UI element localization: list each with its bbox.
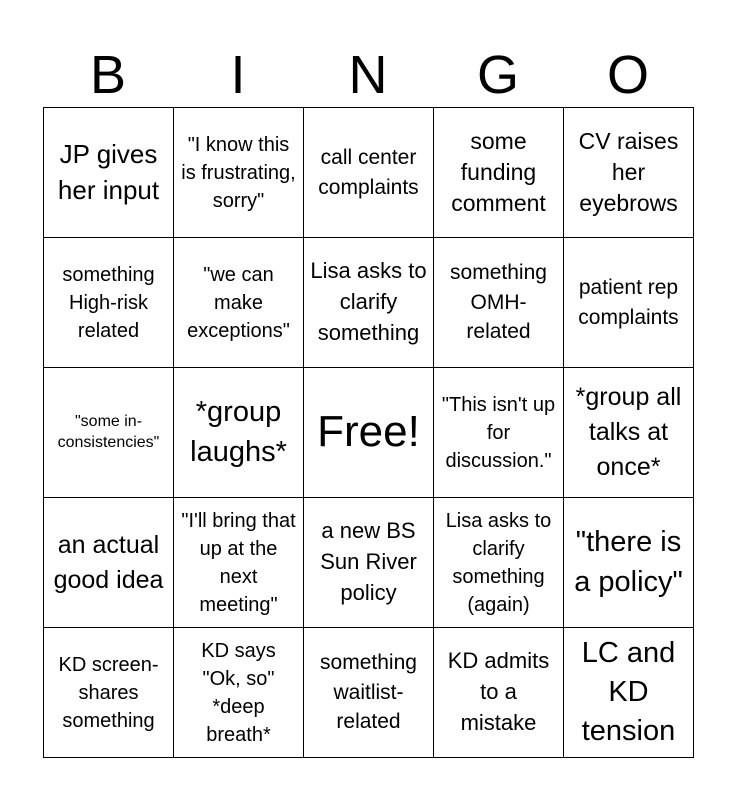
free-space-text: Free! [317, 407, 420, 457]
bingo-cell[interactable] [174, 628, 304, 758]
cell-text: Lisa asks to clarify something [310, 258, 427, 345]
bingo-cell[interactable] [434, 498, 564, 628]
cell-text: something OMH-related [450, 260, 547, 344]
cell-text: something High-risk related [62, 263, 155, 342]
bingo-cell[interactable] [434, 238, 564, 368]
bingo-cell[interactable] [174, 108, 304, 238]
bingo-cell[interactable] [564, 498, 694, 628]
cell-text: *group laughs* [190, 396, 287, 468]
bingo-cell[interactable] [434, 108, 564, 238]
cell-text: "This isn't up for discussion." [441, 393, 556, 472]
header-letter-n: N [348, 45, 388, 105]
cell-text: call center complaints [318, 145, 419, 199]
bingo-cell[interactable] [304, 628, 434, 758]
bingo-cell[interactable] [174, 368, 304, 498]
header-letter-b: B [89, 45, 127, 105]
bingo-cell[interactable] [44, 628, 174, 758]
cell-text: Lisa asks to clarify something (again) [445, 509, 552, 616]
bingo-header [43, 44, 693, 106]
cell-text: *group all talks at once* [575, 383, 682, 481]
bingo-cell[interactable] [304, 498, 434, 628]
cell-text: "I'll bring that up at the next meeting" [181, 509, 296, 616]
cell-text: KD says "Ok, so" *deep breath* [201, 639, 276, 746]
bingo-cell[interactable] [44, 498, 174, 628]
cell-text: "I know this is frustrating, sorry" [181, 133, 296, 212]
cell-text: an actual good idea [53, 530, 164, 594]
bingo-cell[interactable] [174, 498, 304, 628]
bingo-cell[interactable] [564, 108, 694, 238]
bingo-cell[interactable] [304, 238, 434, 368]
bingo-cell[interactable] [44, 108, 174, 238]
cell-text: "we can make exceptions" [187, 263, 290, 342]
header-letter-g: G [476, 45, 519, 105]
bingo-cell[interactable] [564, 628, 694, 758]
bingo-cell[interactable] [434, 628, 564, 758]
cell-text: "there is a policy" [574, 526, 683, 598]
cell-text: a new BS Sun River policy [320, 518, 417, 605]
free-space[interactable] [304, 368, 434, 498]
bingo-cell[interactable] [564, 238, 694, 368]
bingo-cell[interactable] [44, 238, 174, 368]
bingo-board [43, 107, 694, 758]
cell-text: some funding comment [451, 127, 546, 217]
cell-text: KD screen-shares something [58, 653, 159, 732]
cell-text: "some in-consistencies" [57, 412, 160, 451]
bingo-cell[interactable] [434, 368, 564, 498]
bingo-cell[interactable] [564, 368, 694, 498]
bingo-cell[interactable] [174, 238, 304, 368]
cell-text: patient rep complaints [578, 275, 679, 329]
bingo-cell[interactable] [304, 108, 434, 238]
cell-text: KD admits to a mistake [447, 648, 550, 735]
header-letter-i: I [230, 45, 246, 105]
cell-text: something waitlist-related [320, 650, 417, 734]
cell-text: JP gives her input [57, 138, 160, 205]
bingo-cell[interactable] [44, 368, 174, 498]
header-letter-o: O [606, 45, 649, 105]
cell-text: CV raises her eyebrows [578, 127, 679, 217]
cell-text: LC and KD tension [581, 636, 676, 748]
